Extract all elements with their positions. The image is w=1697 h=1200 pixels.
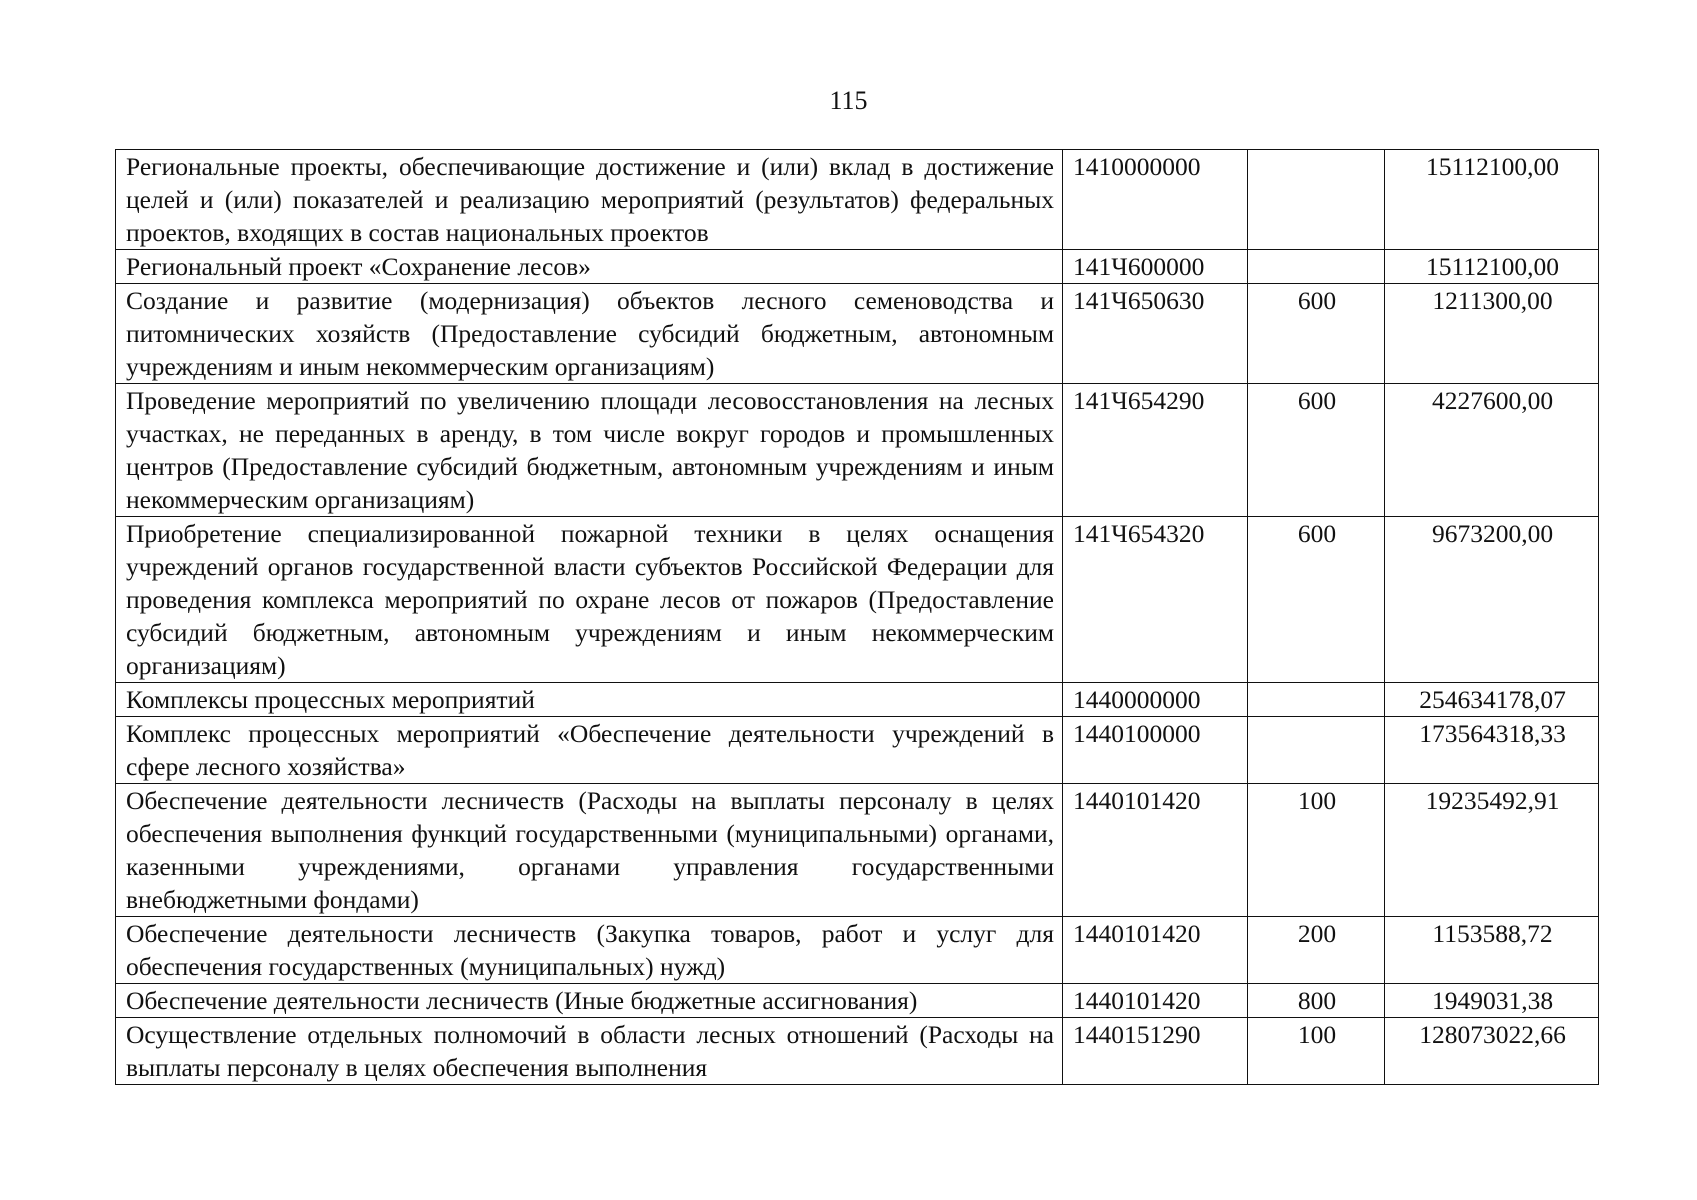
row-expense-type (1248, 717, 1385, 784)
row-code: 141Ч650630 (1063, 284, 1248, 384)
row-name: Приобретение специализированной пожарной техники в целях оснащения учреждений органов государственной власти субъектов Российской Федерации для проведения комплекса мероприятий по охране лесов от пожаров (Предоставление субсидий бюджетным, автономным учреждениям и иным некоммерческим организациям) (116, 517, 1063, 683)
row-amount: 1949031,38 (1385, 984, 1599, 1018)
row-name: Проведение мероприятий по увеличению площади лесовосстановления на лесных участках, не переданных в аренду, в том числе вокруг городов и промышленных центров (Предоставление субсидий бюджетным, автономным учреждениям и иным некоммерческим организациям) (116, 384, 1063, 517)
row-name: Осуществление отдельных полномочий в области лесных отношений (Расходы на выплаты персоналу в целях обеспечения выполнения (116, 1018, 1063, 1085)
table-row (116, 250, 1599, 284)
row-amount: 15112100,00 (1385, 150, 1599, 250)
table-row (116, 917, 1599, 984)
table-row (116, 984, 1599, 1018)
table-row (116, 1018, 1599, 1085)
row-code: 1440100000 (1063, 717, 1248, 784)
row-amount: 19235492,91 (1385, 784, 1599, 917)
row-expense-type: 100 (1248, 1018, 1385, 1085)
row-expense-type: 600 (1248, 517, 1385, 683)
row-code: 1440101420 (1063, 917, 1248, 984)
budget-table (115, 149, 1599, 1085)
row-code: 1440000000 (1063, 683, 1248, 717)
table-row (116, 384, 1599, 517)
row-expense-type: 200 (1248, 917, 1385, 984)
table-row (116, 517, 1599, 683)
row-code: 1440101420 (1063, 984, 1248, 1018)
row-amount: 128073022,66 (1385, 1018, 1599, 1085)
row-code: 1440101420 (1063, 784, 1248, 917)
table-row (116, 717, 1599, 784)
row-amount: 4227600,00 (1385, 384, 1599, 517)
page-number: 115 (829, 86, 868, 115)
table-row (116, 784, 1599, 917)
row-name: Комплексы процессных мероприятий (116, 683, 1063, 717)
row-amount: 1211300,00 (1385, 284, 1599, 384)
row-expense-type (1248, 683, 1385, 717)
row-name: Комплекс процессных мероприятий «Обеспечение деятельности учреждений в сфере лесного хозяйства» (116, 717, 1063, 784)
row-name: Обеспечение деятельности лесничеств (Расходы на выплаты персоналу в целях обеспечения выполнения функций государственными (муниципальными) органами, казенными учреждениями, органами управления государственными внебюджетными фондами) (116, 784, 1063, 917)
table-row (116, 284, 1599, 384)
row-amount: 173564318,33 (1385, 717, 1599, 784)
row-code: 141Ч654320 (1063, 517, 1248, 683)
row-code: 1410000000 (1063, 150, 1248, 250)
row-name: Региональный проект «Сохранение лесов» (116, 250, 1063, 284)
row-amount: 254634178,07 (1385, 683, 1599, 717)
row-expense-type: 600 (1248, 384, 1385, 517)
row-expense-type (1248, 150, 1385, 250)
row-amount: 9673200,00 (1385, 517, 1599, 683)
row-expense-type (1248, 250, 1385, 284)
row-expense-type: 100 (1248, 784, 1385, 917)
row-name: Обеспечение деятельности лесничеств (Закупка товаров, работ и услуг для обеспечения государственных (муниципальных) нужд) (116, 917, 1063, 984)
row-expense-type: 800 (1248, 984, 1385, 1018)
row-name: Создание и развитие (модернизация) объектов лесного семеноводства и питомнических хозяйств (Предоставление субсидий бюджетным, автономным учреждениям и иным некоммерческим организациям) (116, 284, 1063, 384)
row-code: 141Ч600000 (1063, 250, 1248, 284)
row-name: Региональные проекты, обеспечивающие достижение и (или) вклад в достижение целей и (или) показателей и реализацию мероприятий (результатов) федеральных проектов, входящих в состав национальных проектов (116, 150, 1063, 250)
row-amount: 15112100,00 (1385, 250, 1599, 284)
row-code: 141Ч654290 (1063, 384, 1248, 517)
table-row (116, 150, 1599, 250)
row-name: Обеспечение деятельности лесничеств (Иные бюджетные ассигнования) (116, 984, 1063, 1018)
row-amount: 1153588,72 (1385, 917, 1599, 984)
table-row (116, 683, 1599, 717)
row-code: 1440151290 (1063, 1018, 1248, 1085)
row-expense-type: 600 (1248, 284, 1385, 384)
